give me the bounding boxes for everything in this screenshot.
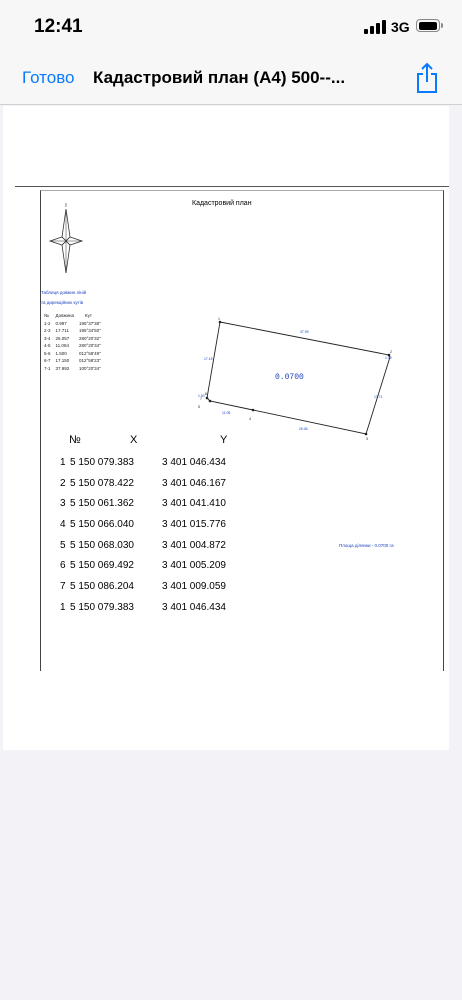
- angle: 012°58'49": [78, 350, 101, 356]
- lengths-angles-table: [44, 312, 106, 372]
- coord-x: 5 150 078.422: [70, 477, 134, 489]
- coord-y: 3 401 046.167: [162, 477, 226, 489]
- coord-y: 3 401 004.872: [162, 539, 226, 551]
- angle: 012°58'23": [78, 358, 101, 364]
- segment: 1-2: [44, 320, 51, 326]
- point-number: 7: [60, 580, 66, 592]
- point-number: 3: [60, 498, 66, 510]
- table-row: [44, 342, 106, 350]
- north-arrow-icon: [49, 203, 83, 275]
- table-header-row: [44, 312, 106, 320]
- network-type: 3G: [391, 19, 410, 35]
- battery-tip: [441, 23, 443, 28]
- caption-line-1: Таблиця довжин ліній: [41, 290, 87, 295]
- coord-header-y: Y: [220, 434, 228, 446]
- table-row: [60, 576, 252, 597]
- land-plot-drawing: [194, 316, 404, 441]
- edge-label-5: 11.08: [222, 411, 231, 415]
- coord-x: 5 150 069.492: [70, 560, 134, 572]
- table-row: [44, 320, 106, 328]
- coord-x: 5 150 086.204: [70, 580, 134, 592]
- segment: 6-7: [44, 358, 51, 364]
- coord-y: 3 401 015.776: [162, 518, 226, 530]
- table-row: [60, 452, 252, 473]
- segment: 5-6: [44, 350, 51, 356]
- vertex-label-6: 6: [205, 392, 207, 396]
- nav-bar: [0, 52, 462, 105]
- point-number: 6: [60, 560, 66, 572]
- edge-label-6: 1.50: [198, 394, 205, 398]
- angle: 280°20'32": [78, 335, 101, 341]
- segment: 3-4: [44, 335, 51, 341]
- coord-x: 5 150 061.362: [70, 498, 134, 510]
- battery-icon: [416, 19, 440, 32]
- length: 37.992: [55, 365, 70, 371]
- edge-label-7: 17.15: [204, 357, 213, 361]
- table-row: [60, 535, 252, 556]
- table-row: [60, 473, 252, 494]
- angle: 195°34'50": [78, 328, 101, 334]
- document-title: Кадастровий план (А4) 500--...: [93, 68, 346, 87]
- angle: 100°20'34": [78, 365, 101, 371]
- table-row: [60, 555, 252, 576]
- edge-label-1: 37.99: [300, 330, 309, 334]
- length: 17.150: [55, 358, 70, 364]
- edge-label-3: 17.71: [374, 395, 383, 399]
- header-length: Довжина: [55, 313, 74, 319]
- coord-y: 3 401 005.209: [162, 560, 226, 572]
- length: 17.711: [55, 328, 69, 334]
- table-row: [44, 327, 106, 335]
- segment: 7-1: [44, 365, 51, 371]
- point-number: 1: [60, 456, 66, 468]
- segment: 2-3: [44, 328, 51, 334]
- vertex-label-7: 7: [200, 397, 202, 401]
- coord-x: 5 150 079.383: [70, 601, 134, 613]
- length: 11.084: [55, 343, 69, 349]
- area-label: 0.0700: [275, 373, 304, 382]
- share-icon[interactable]: [414, 62, 440, 94]
- coord-y: 3 401 046.434: [162, 601, 226, 613]
- edge-label-2: 1.00: [385, 356, 392, 360]
- vertex-label-3: 3: [366, 437, 368, 441]
- length: 26.057: [55, 335, 70, 341]
- point-number: 1: [60, 601, 66, 613]
- coord-y: 3 401 009.059: [162, 580, 226, 592]
- area-note: Площа ділянки - 0.0700 га: [339, 543, 394, 548]
- table-row: [44, 365, 106, 373]
- coord-header-number: №: [69, 434, 81, 446]
- length: 0.997: [55, 320, 67, 326]
- vertex-label-1: 1: [218, 317, 220, 321]
- table-row: [60, 493, 252, 514]
- lengths-table-caption: [41, 288, 86, 308]
- point-number: 2: [60, 477, 66, 489]
- length: 1.500: [55, 350, 67, 356]
- coord-x: 5 150 066.040: [70, 518, 134, 530]
- header-angle: Кут: [84, 313, 92, 319]
- coord-y: 3 401 041.410: [162, 498, 226, 510]
- signal-icon: [364, 20, 386, 34]
- table-row: [44, 350, 106, 358]
- coord-y: 3 401 046.434: [162, 456, 226, 468]
- table-row: [44, 357, 106, 365]
- plan-title: Кадастровий план: [192, 200, 252, 207]
- vertex-label-4: 4: [249, 417, 251, 421]
- vertex-label-2: 2: [390, 350, 392, 354]
- coordinates-table: [60, 452, 252, 618]
- coord-x: 5 150 068.030: [70, 539, 134, 551]
- header-number: №: [44, 313, 49, 319]
- caption-line-2: та дирекційних кутів: [41, 300, 84, 305]
- status-bar: [0, 0, 462, 52]
- table-row: [44, 335, 106, 343]
- coord-x: 5 150 079.383: [70, 456, 134, 468]
- vertex-label-5: 5: [198, 405, 200, 409]
- point-number: 5: [60, 539, 66, 551]
- angle: 280°20'34": [78, 343, 101, 349]
- status-time: 12:41: [34, 16, 83, 37]
- angle: 195°37'38": [78, 320, 101, 326]
- done-button[interactable]: Готово: [22, 68, 75, 87]
- segment: 4-5: [44, 343, 51, 349]
- page-divider: [15, 186, 449, 187]
- table-row: [60, 597, 252, 618]
- table-row: [60, 514, 252, 535]
- edge-label-4: 26.06: [299, 427, 308, 431]
- point-number: 4: [60, 518, 66, 530]
- coord-header-x: X: [130, 434, 138, 446]
